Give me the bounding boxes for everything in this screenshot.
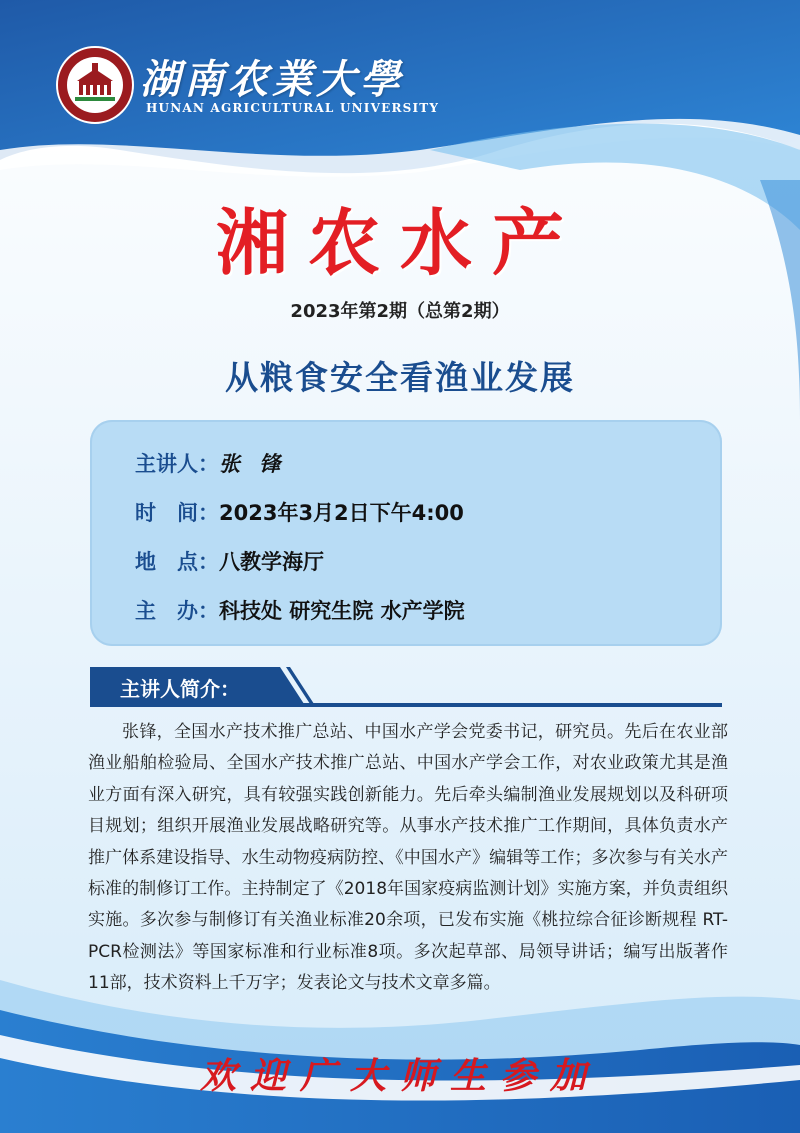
place-row: [135, 546, 324, 586]
host-row: [135, 595, 465, 635]
university-name-english: HUNAN AGRICULTURAL UNIVERSITY: [146, 101, 440, 115]
time-label: 时 间：: [135, 501, 219, 525]
host-value: 科技处 研究生院 水产学院: [219, 599, 465, 623]
speaker-row: [135, 448, 286, 488]
speaker-biography: 张锋，全国水产技术推广总站、中国水产学会党委书记，研究员。先后在农业部渔业船舶检验局、全国水产技术推广总站、中国水产学会工作，对农业政策尤其是渔业方面有深入研究，具有较强实践创新能力。先后牵头编制渔业发展规划以及科研项目规划；组织开展渔业发展战略研究等。从事水产技术推广工作期间，具体负责水产推广体系建设指导、水生动物疫病防控、《中国水产》编辑等工作；多次参与有关水产标准的制修订工作。主持制定了《2018年国家疫病监测计划》实施方案，并负责组织实施。多次参与制修订有关渔业标准20余项，已发布实施《桃拉综合征诊断规程 RT-PCR检测法》等国家标准和行业标准8项。多次起草部、局领导讲话；编写出版著作11部，技术资料上千万字；发表论文与技术文章多篇。: [88, 722, 728, 994]
university-name-chinese: 湖南农業大學: [140, 56, 404, 103]
place-label: 地 点：: [135, 550, 219, 574]
host-label: 主 办：: [135, 599, 219, 623]
speaker-label: 主讲人：: [135, 452, 219, 476]
speaker-name: 张 锋: [219, 451, 287, 476]
event-info-box: [90, 420, 722, 646]
time-row: [135, 497, 464, 537]
university-seal-icon: [55, 45, 135, 125]
speaker-intro-title: 主讲人简介：: [120, 677, 240, 701]
place-value: 八教学海厅: [219, 550, 324, 574]
issue-number: 2023年第2期（总第2期）: [290, 301, 510, 322]
welcome-slogan: 欢迎广大师生参加: [199, 1055, 600, 1097]
lecture-topic: 从粮食安全看渔业发展: [225, 358, 575, 397]
speaker-intro-header: [90, 667, 722, 707]
poster-title: 湘农水产: [215, 201, 584, 285]
time-value: 2023年3月2日下午4:00: [219, 501, 464, 525]
